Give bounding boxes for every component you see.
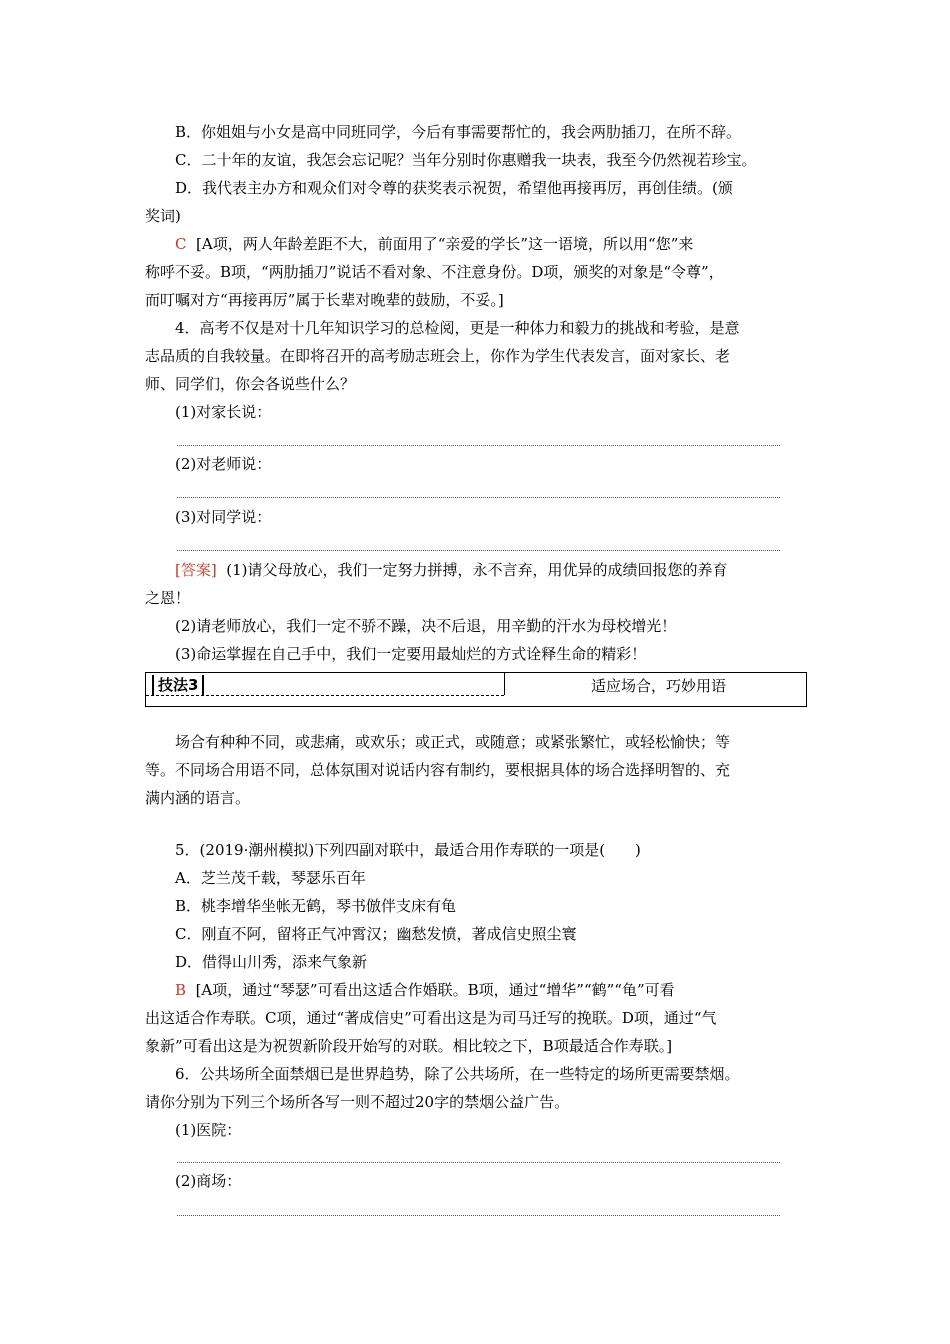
q4-stem-end: 师、同学们，你会各说些什么？ [145, 375, 356, 393]
technique-body-cont: 等。不同场合用语不同，总体氛围对说话内容有制约，要根据具体的场合选择明智的、充 [145, 761, 731, 779]
technique-label: 技法3 [152, 675, 204, 695]
q4-answer-1-cont: 之恩！ [145, 589, 191, 607]
q5-option-d: D．借得山川秀，添来气象新 [175, 953, 368, 971]
technique-body-end: 满内涵的语言。 [145, 789, 251, 807]
q4-stem-cont: 志品质的自我较量。在即将召开的高考励志班会上，你作为学生代表发言，面对家长、老 [145, 347, 731, 365]
q4-prompt-teachers: (2)对老师说： [175, 455, 272, 473]
q6-stem: 6．公共场所全面禁烟已是世界趋势，除了公共场所，在一些特定的场所更需要禁烟。 [175, 1065, 740, 1083]
technique-header-box [145, 672, 807, 707]
q5-option-c: C．刚直不阿，留将正气冲霄汉；幽愁发愤，著成信史照尘寰 [175, 925, 577, 943]
q6-prompt-hospital: (1)医院： [175, 1121, 242, 1139]
q4-prompt-classmates: (3)对同学说： [175, 508, 272, 526]
q6-stem-cont: 请你分别为下列三个场所各写一则不超过20字的禁烟公益广告。 [145, 1093, 570, 1111]
q5-explanation-end: 象新”可看出这是为祝贺新阶段开始写的对联。相比较之下，B项最适合作寿联。] [145, 1037, 673, 1055]
q5-option-b: B．桃李增华坐帐无鹤，琴书倣伴支床有龟 [175, 897, 457, 915]
q4-answer-1: [答案] (1)请父母放心，我们一定努力拼搏，永不言弃，用优异的成绩回报您的养育 [175, 561, 728, 579]
q4-answer-line-classmates[interactable] [177, 550, 780, 551]
answer-tag: [答案] [175, 561, 217, 579]
q4-answer-3: (3)命运掌握在自己手中，我们一定要用最灿烂的方式诠释生命的精彩！ [175, 645, 647, 663]
q4-answer-line-parents[interactable] [177, 445, 780, 446]
q3-option-b: B．你姐姐与小女是高中同班同学，今后有事需要帮忙的，我会两肋插刀，在所不辞。 [175, 123, 742, 141]
q5-answer-letter: B [175, 981, 187, 999]
q3-explanation: C [A项，两人年龄差距不大，前面用了“亲爱的学长”这一语境，所以用“您”来 [175, 235, 694, 253]
q4-answer-2: (2)请老师放心，我们一定不骄不躁，决不后退，用辛勤的汗水为母校增光！ [175, 617, 677, 635]
q3-option-d-cont: 奖词) [145, 207, 181, 225]
q3-explanation-end: 而叮嘱对方“再接再厉”属于长辈对晚辈的鼓励，不妥。] [145, 291, 504, 309]
q6-answer-line-mall[interactable] [177, 1215, 780, 1216]
q4-stem: 4．高考不仅是对十几年知识学习的总检阅，更是一种体力和毅力的挑战和考验，是意 [175, 319, 740, 337]
technique-title: 适应场合，巧妙用语 [591, 677, 727, 695]
technique-separator [504, 673, 505, 695]
technique-body: 场合有种种不同，或悲痛，或欢乐；或正式，或随意；或紧张繁忙，或轻松愉快；等 [175, 733, 731, 751]
q5-stem: 5．(2019·潮州模拟)下列四副对联中，最适合用作寿联的一项是( ) [175, 841, 641, 859]
q3-answer-letter: C [175, 235, 187, 253]
q5-explanation: B [A项，通过“琴瑟”可看出这适合作婚联。B项，通过“增华”“鹤”“龟”可看 [175, 981, 675, 999]
q6-answer-line-hospital[interactable] [177, 1162, 780, 1163]
q4-answer-line-teachers[interactable] [177, 497, 780, 498]
q3-option-c: C．二十年的友谊，我怎会忘记呢？当年分别时你惠赠我一块表，我至今仍然视若珍宝。 [175, 151, 757, 169]
q3-explanation-cont: 称呼不妥。B项，“两肋插刀”说话不看对象、不注意身份。D项，颁奖的对象是“令尊”， [145, 263, 724, 281]
q3-option-d: D．我代表主办方和观众们对令尊的获奖表示祝贺，希望他再接再厉，再创佳绩。(颁 [175, 179, 733, 197]
q5-option-a: A．芝兰茂千载，琴瑟乐百年 [175, 869, 366, 887]
q4-prompt-parents: (1)对家长说： [175, 403, 272, 421]
q5-explanation-cont: 出这适合作寿联。C项，通过“著成信史”可看出这是为司马迁写的挽联。D项，通过“气 [145, 1009, 717, 1027]
q6-prompt-mall: (2)商场： [175, 1172, 242, 1190]
technique-dashed-rule [146, 695, 504, 696]
